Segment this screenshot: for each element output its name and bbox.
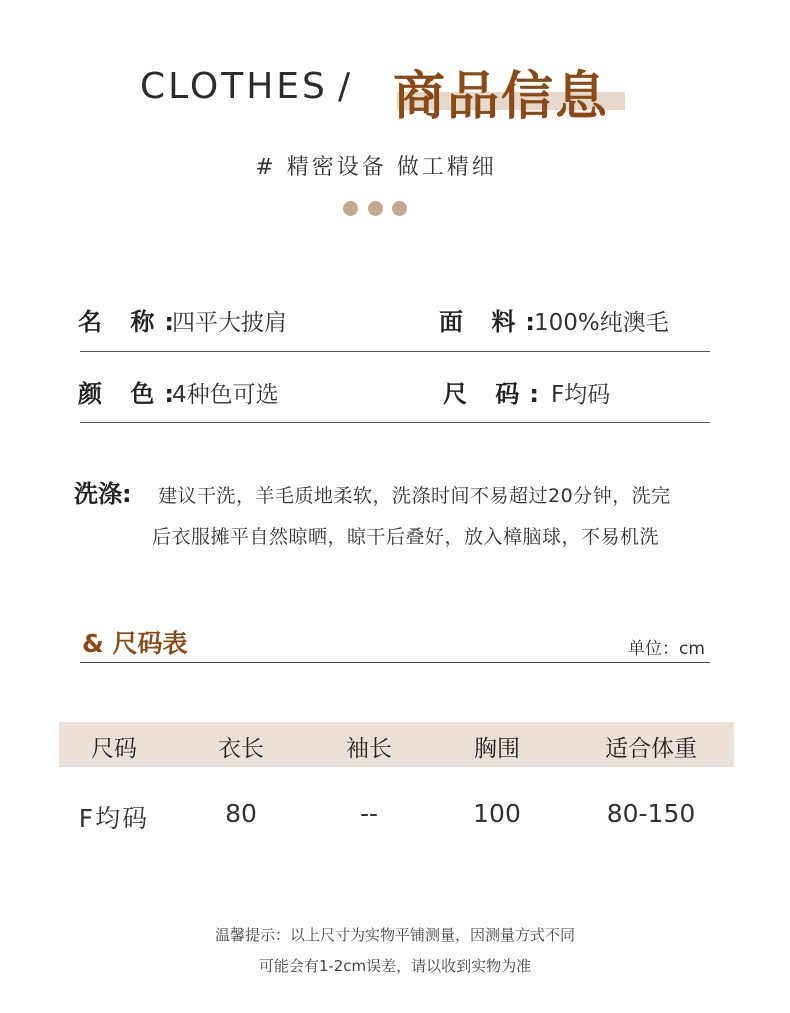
table-cell-bust: 100 xyxy=(473,799,521,828)
unit-label: 单位：cm xyxy=(628,639,705,659)
decor-dot xyxy=(343,201,358,216)
note-line-2: 可能会有1-2cm误差，请以收到实物为准 xyxy=(258,957,532,975)
washing-text-line-1: 建议干洗，羊毛质地柔软，洗涤时间不易超过20分钟，洗完 xyxy=(158,485,671,507)
table-cell-sleeve: -- xyxy=(359,799,379,828)
title-slash: / xyxy=(338,66,351,107)
note-line-1: 温馨提示：以上尺寸为实物平铺测量，因测量方式不同 xyxy=(214,926,575,944)
table-header-length: 衣长 xyxy=(218,736,264,762)
table-row: F均码 xyxy=(78,804,150,833)
name-label: 名 称: xyxy=(78,308,184,336)
divider xyxy=(80,422,710,423)
size-label: 尺 码: xyxy=(443,380,549,408)
divider xyxy=(80,351,710,352)
size-value: F均码 xyxy=(551,382,611,408)
table-header-bust: 胸围 xyxy=(474,736,520,762)
name-value: 四平大披肩 xyxy=(172,310,287,336)
english-title: CLOTHES xyxy=(140,66,328,107)
fabric-label: 面 料: xyxy=(439,308,545,336)
washing-text-line-2: 后衣服摊平自然晾晒，晾干后叠好，放入樟脑球，不易机洗 xyxy=(152,526,660,548)
decor-dot xyxy=(392,201,407,216)
size-chart-divider xyxy=(80,662,710,663)
table-header-size: 尺码 xyxy=(91,736,137,762)
chinese-title: 商品信息 xyxy=(393,66,610,127)
color-value: 4种色可选 xyxy=(172,382,279,408)
table-cell-length: 80 xyxy=(225,799,257,828)
subtitle: # 精密设备 做工精细 xyxy=(255,155,497,180)
table-cell-weight: 80-150 xyxy=(606,799,696,828)
fabric-value: 100%纯澳毛 xyxy=(534,310,669,336)
table-header-weight: 适合体重 xyxy=(605,736,697,762)
decor-dot xyxy=(368,201,383,216)
washing-label: 洗涤: xyxy=(74,480,132,508)
color-label: 颜 色: xyxy=(78,380,184,408)
table-header-sleeve: 袖长 xyxy=(346,736,392,762)
size-chart-title: & 尺码表 xyxy=(82,629,188,658)
